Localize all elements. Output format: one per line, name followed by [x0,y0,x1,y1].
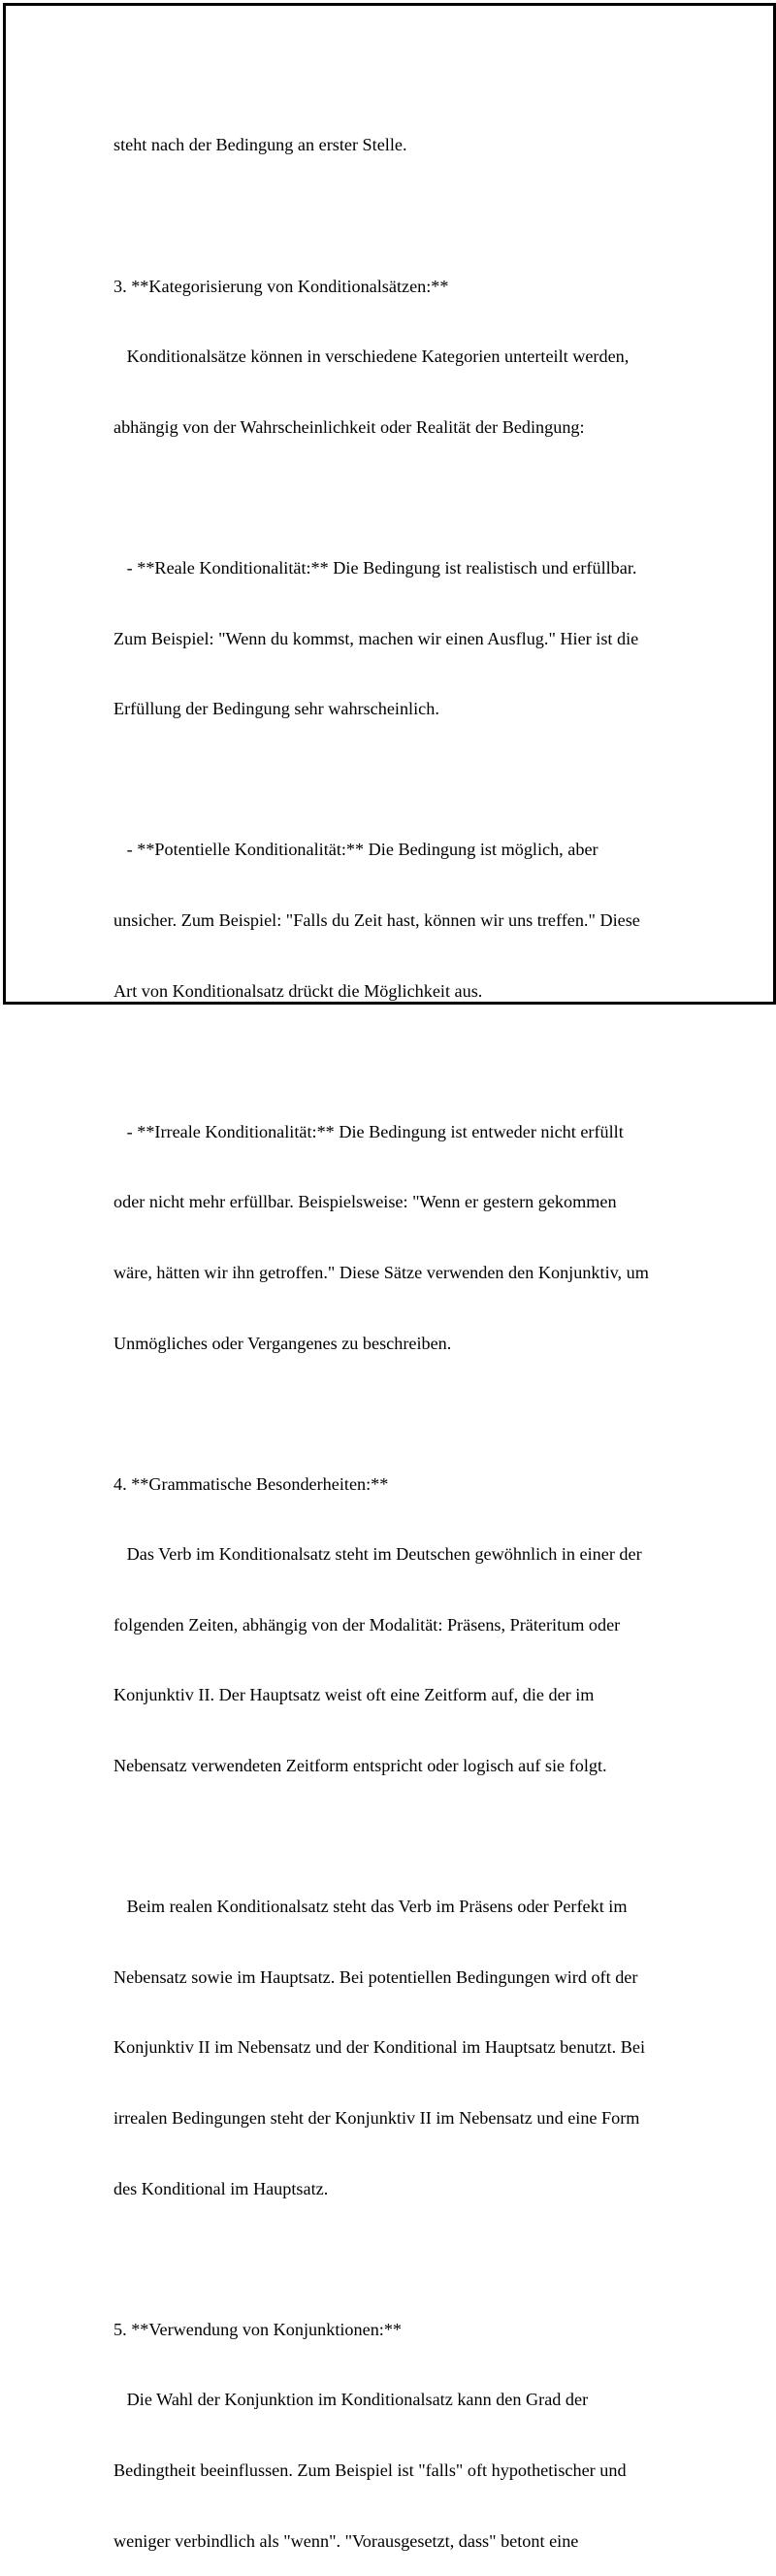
section-heading-5: 5. **Verwendung von Konjunktionen:** [113,2319,403,2339]
text-line: Beim realen Konditionalsatz steht das Verb im Präsens oder Perfekt im [113,1897,628,1917]
text-line: irrealen Bedingungen steht der Konjunktiv II im Nebensatz und eine Form [113,2108,640,2129]
text-line: Art von Konditionalsatz drückt die Möglichkeit aus. [113,980,483,1001]
text-line: Erfüllung der Bedingung sehr wahrscheinlich. [113,699,439,719]
text-line: steht nach der Bedingung an erster Stelle. [113,135,407,155]
section-heading-4: 4. **Grammatische Besonderheiten:** [113,1473,389,1494]
text-line: Konjunktiv II im Nebensatz und der Konditional im Hauptsatz benutzt. Bei [113,2037,646,2058]
text-line: Nebensatz verwendeten Zeitform entspricht oder logisch auf sie folgt. [113,1756,607,1776]
text-line: Nebensatz sowie im Hauptsatz. Bei potentiellen Bedingungen wird oft der [113,1966,638,1987]
text-line: Konditionalsätze können in verschiedene Kategorien unterteilt werden, [113,347,630,367]
blank-line [113,2247,715,2270]
bullet-line: - **Reale Konditionalität:** Die Bedingung ist realistisch und erfüllbar. [113,557,637,578]
text-line: folgenden Zeiten, abhängig von der Modalität: Präsens, Präteritum oder [113,1614,621,1635]
text-line: abhängig von der Wahrscheinlichkeit oder Realität der Bedingung: [113,416,585,437]
section-heading-3: 3. **Kategorisierung von Konditionalsätzen:** [113,276,449,296]
text-line: Die Wahl der Konjunktion im Konditionalsatz kann den Grad der [113,2390,589,2410]
text-line: des Konditional im Hauptsatz. [113,2178,329,2198]
bullet-line: - **Irreale Konditionalität:** Die Bedingung ist entweder nicht erfüllt [113,1121,624,1141]
bullet-line: - **Potentielle Konditionalität:** Die Bedingung ist möglich, aber [113,840,598,860]
text-line: oder nicht mehr erfüllbar. Beispielsweise: "Wenn er gestern gekommen [113,1192,617,1212]
text-line: Konjunktiv II. Der Hauptsatz weist oft eine Zeitform auf, die der im [113,1685,595,1705]
text-line: weniger verbindlich als "wenn". "Vorausgesetzt, dass" betont eine [113,2530,579,2551]
document-text [113,86,715,2576]
blank-line [113,768,715,791]
blank-line [113,1402,715,1425]
text-line: Unmögliches oder Vergangenes zu beschreiben. [113,1333,452,1353]
blank-line [113,204,715,227]
blank-line [113,1049,715,1073]
blank-line [113,1825,715,1848]
text-line: unsicher. Zum Beispiel: "Falls du Zeit hast, können wir uns treffen." Diese [113,909,640,930]
text-line: wäre, hätten wir ihn getroffen." Diese Sätze verwenden den Konjunktiv, um [113,1262,649,1282]
text-line: Das Verb im Konditionalsatz steht im Deutschen gewöhnlich in einer der [113,1544,642,1565]
text-line: Bedingtheit beeinflussen. Zum Beispiel ist "falls" oft hypothetischer und [113,2460,627,2480]
blank-line [113,485,715,509]
text-line: Zum Beispiel: "Wenn du kommst, machen wir einen Ausflug." Hier ist die [113,628,639,648]
